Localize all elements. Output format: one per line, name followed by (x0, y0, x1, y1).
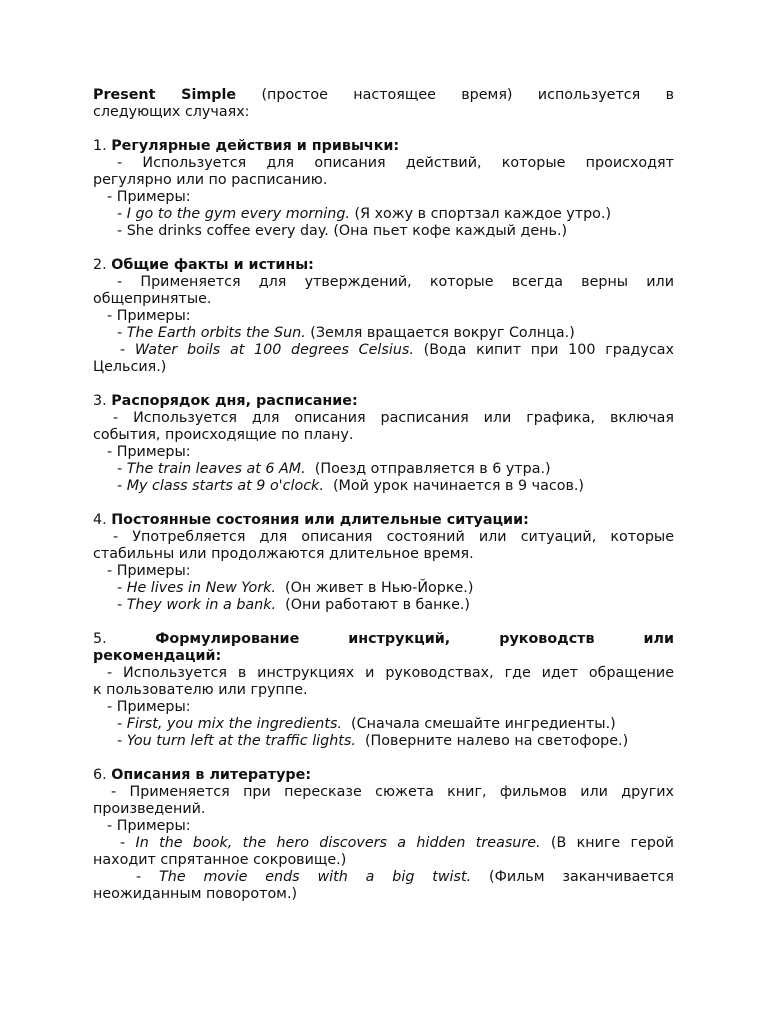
example-translation-cont: Цельсия.) (93, 359, 167, 375)
example-translation: (Поезд отправляется в 6 утра.) (305, 461, 551, 477)
section-title: Регулярные действия и привычки: (111, 138, 400, 154)
section-title: Общие факты и истины: (111, 257, 314, 273)
example-english: He lives in New York. (126, 580, 276, 596)
example-item: - I go to the gym every morning. (Я хожу в спортзал каждое утро.) (117, 206, 612, 222)
spacer (93, 614, 674, 631)
example-item: - First, you mix the ingredients. (Сначала смешайте ингредиенты.) (117, 716, 616, 732)
example-item: - My class starts at 9 o'clock. (Мой урок начинается в 9 часов.) (117, 478, 584, 494)
example-item: - In the book, the hero discovers a hidden treasure. (В книге герой (120, 835, 674, 851)
spacer (93, 376, 674, 393)
section-description: - Применяется при пересказе сюжета книг, фильмов или других (111, 784, 674, 800)
example-translation: (Я хожу в спортзал каждое утро.) (349, 206, 612, 222)
examples-label: - Примеры: (107, 563, 191, 579)
example-translation: (В книге герой (540, 835, 674, 851)
section-title: Постоянные состояния или длительные ситуации: (111, 512, 529, 528)
example-english: The movie ends with a big twist. (159, 869, 472, 885)
section-description-cont: события, происходящие по плану. (93, 427, 354, 443)
section-description-cont: произведений. (93, 801, 206, 817)
intro-title: Present Simple (93, 87, 237, 103)
spacer (93, 495, 674, 512)
example-item: - They work in a bank. (Они работают в банке.) (117, 597, 471, 613)
example-item: - She drinks coffee every day. (Она пьет кофе каждый день.) (117, 223, 568, 239)
example-translation: (Мой урок начинается в 9 часов.) (323, 478, 584, 494)
example-translation: (Вода кипит при 100 градусах (413, 342, 674, 358)
section-description: - Используется для описания действий, которые происходят (117, 155, 674, 171)
section-heading: 2. Общие факты и истины: (93, 257, 314, 273)
example-english: I go to the gym every morning. (126, 206, 350, 222)
examples-label: - Примеры: (107, 444, 191, 460)
examples-label: - Примеры: (107, 818, 191, 834)
section-heading: 4. Постоянные состояния или длительные ситуации: (93, 512, 529, 528)
section-title: Формулирование инструкций, руководств или (155, 631, 674, 647)
spacer (93, 121, 674, 138)
example-english: First, you mix the ingredients. (126, 716, 342, 732)
document-body (93, 87, 674, 903)
example-english: Water boils at 100 degrees Celsius. (134, 342, 414, 358)
spacer (93, 240, 674, 257)
section-title: Описания в литературе: (111, 767, 312, 783)
example-translation: (Фильм заканчивается (471, 869, 674, 885)
section-description-cont: регулярно или по расписанию. (93, 172, 328, 188)
section-description-cont: стабильны или продолжаются длительное время. (93, 546, 474, 562)
example-item: - The movie ends with a big twist. (Фильм заканчивается (136, 869, 674, 885)
example-item: - He lives in New York. (Он живет в Нью-Йорке.) (117, 580, 474, 596)
example-translation: (Они работают в банке.) (276, 597, 471, 613)
example-item: - The train leaves at 6 AM. (Поезд отправляется в 6 утра.) (117, 461, 551, 477)
section-description-cont: общепринятые. (93, 291, 212, 307)
intro-line (93, 87, 674, 104)
example-translation-cont: неожиданным поворотом.) (93, 886, 298, 902)
spacer (93, 750, 674, 767)
intro-line-2: следующих случаях: (93, 104, 250, 120)
intro-desc: (простое настоящее время) используется в (261, 87, 674, 103)
section-heading: 3. Распорядок дня, расписание: (93, 393, 358, 409)
example-translation: (Поверните налево на светофоре.) (355, 733, 629, 749)
section-heading: 6. Описания в литературе: (93, 767, 312, 783)
example-translation-cont: находит спрятанное сокровище.) (93, 852, 347, 868)
example-english: The train leaves at 6 AM. (126, 461, 306, 477)
section-description: - Употребляется для описания состояний или ситуаций, которые (113, 529, 674, 545)
example-english: The Earth orbits the Sun. (126, 325, 306, 341)
section-heading: 1. Регулярные действия и привычки: (93, 138, 400, 154)
section-description: - Используется в инструкциях и руководствах, где идет обращение (107, 665, 674, 681)
examples-label: - Примеры: (107, 699, 191, 715)
section-heading: 5. Формулирование инструкций, руководств или (93, 631, 674, 647)
example-item: - You turn left at the traffic lights. (Поверните налево на светофоре.) (117, 733, 629, 749)
example-translation: (Сначала смешайте ингредиенты.) (341, 716, 616, 732)
example-item: - Water boils at 100 degrees Celsius. (Вода кипит при 100 градусах (120, 342, 674, 358)
example-item: - The Earth orbits the Sun. (Земля вращается вокруг Солнца.) (117, 325, 575, 341)
section-heading-cont: рекомендаций: (93, 648, 222, 664)
example-english: My class starts at 9 o'clock. (126, 478, 324, 494)
example-translation: (Он живет в Нью-Йорке.) (275, 580, 474, 596)
example-english: In the book, the hero discovers a hidden treasure. (135, 835, 541, 851)
example-english: They work in a bank. (126, 597, 277, 613)
section-title: Распорядок дня, расписание: (111, 393, 358, 409)
section-description: - Применяется для утверждений, которые всегда верны или (117, 274, 674, 290)
examples-label: - Примеры: (107, 308, 191, 324)
examples-label: - Примеры: (107, 189, 191, 205)
example-text: She drinks coffee every day. (Она пьет кофе каждый день.) (126, 223, 568, 239)
example-translation: (Земля вращается вокруг Солнца.) (305, 325, 575, 341)
section-description: - Используется для описания расписания или графика, включая (113, 410, 674, 426)
section-description-cont: к пользователю или группе. (93, 682, 308, 698)
example-english: You turn left at the traffic lights. (126, 733, 356, 749)
